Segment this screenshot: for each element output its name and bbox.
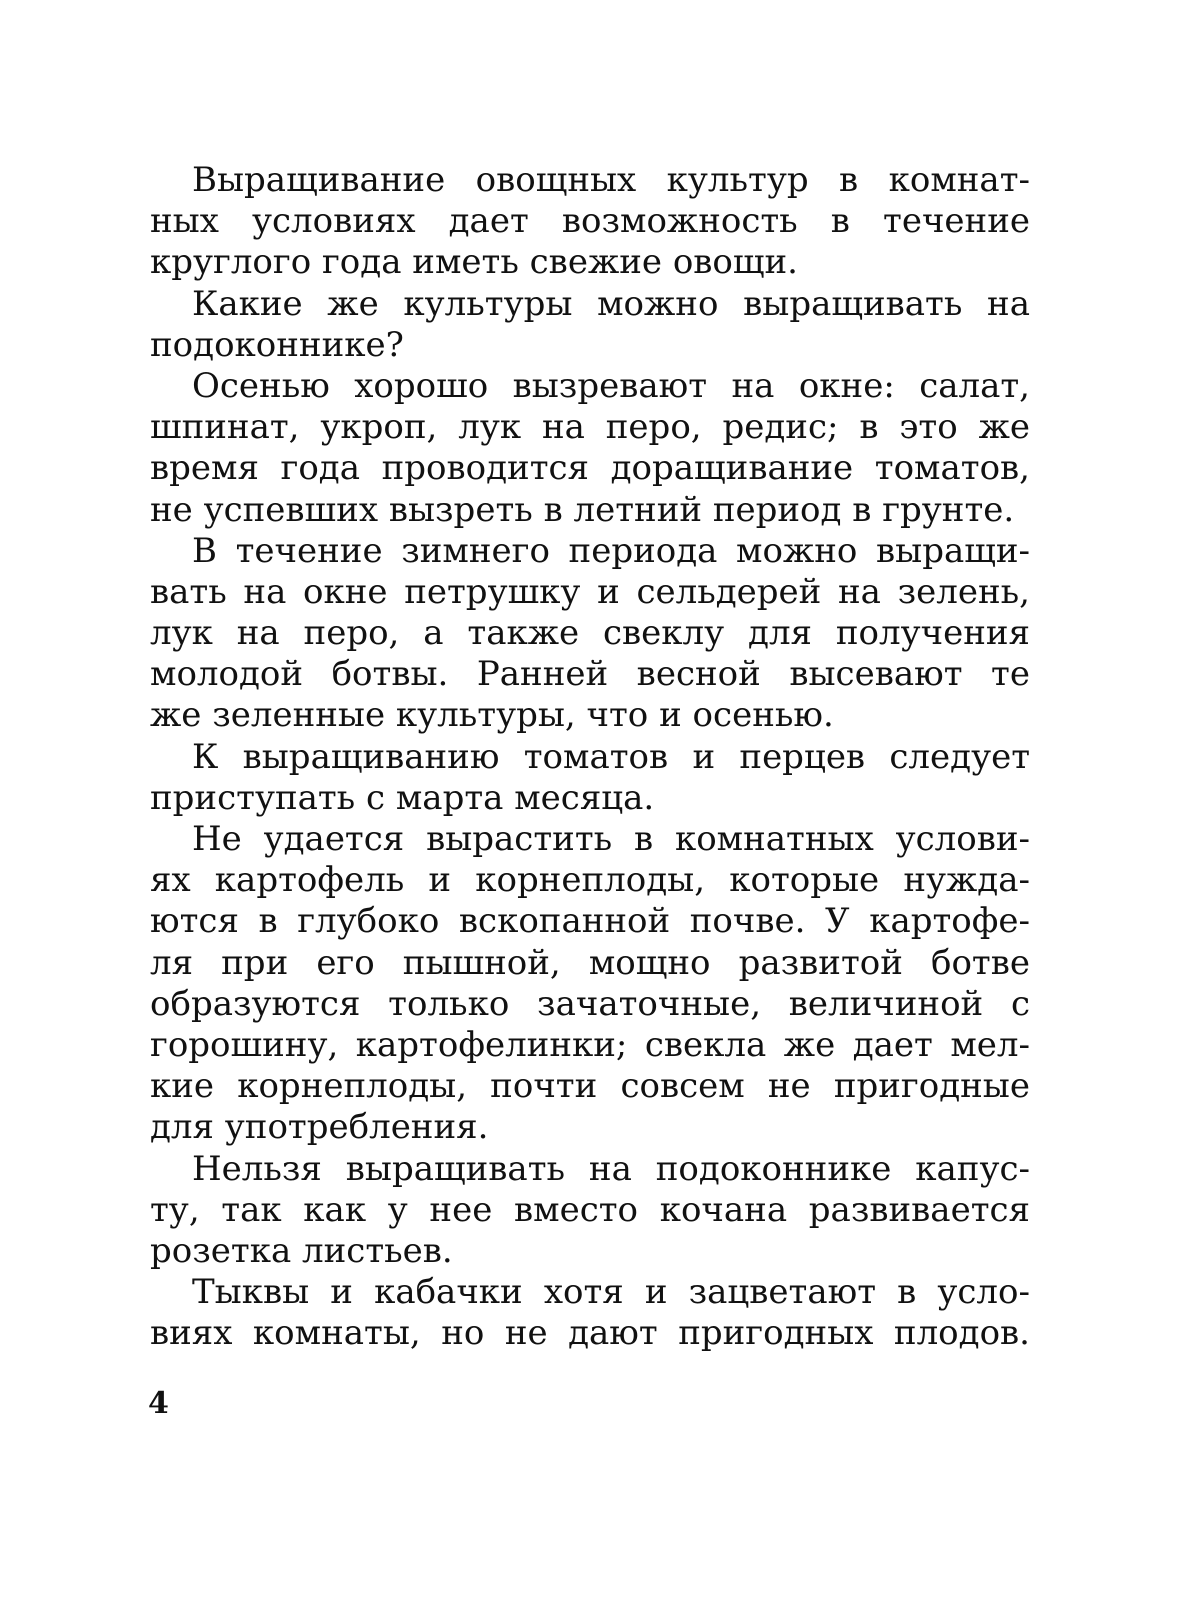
- text-line: молодой ботвы. Ранней весной высевают те: [150, 654, 1030, 695]
- paragraph: [150, 737, 1030, 819]
- text-line: К выращиванию томатов и перцев следует: [192, 736, 1030, 777]
- text-line: горошину, картофелинки; свекла же дает мел-: [150, 1024, 1030, 1065]
- body-text: [150, 160, 1030, 1354]
- text-line: Какие же культуры можно выращивать на: [192, 283, 1030, 324]
- text-line: не успевших вызреть в летний период в грунте.: [150, 489, 1015, 530]
- text-line: шпинат, укроп, лук на перо, редис; в это же: [150, 407, 1030, 448]
- text-line: вать на окне петрушку и сельдерей на зелень,: [150, 571, 1030, 612]
- text-line: Нельзя выращивать на подоконнике капус-: [192, 1148, 1030, 1189]
- text-line: время года проводится доращивание томатов,: [150, 448, 1030, 489]
- text-line: образуются только зачаточные, величиной с: [150, 983, 1030, 1024]
- text-line: лук на перо, а также свеклу для получения: [150, 613, 1030, 654]
- text-line: виях комнаты, но не дают пригодных плодов.: [150, 1313, 1030, 1354]
- text-line: Выращивание овощных культур в комнат-: [192, 160, 1030, 200]
- text-line: же зеленные культуры, что и осенью.: [150, 695, 834, 736]
- paragraph: [150, 160, 1030, 284]
- text-line: Тыквы и кабачки хотя и зацветают в усло-: [192, 1272, 1030, 1313]
- text-line: ях картофель и корнеплоды, которые нужда-: [150, 860, 1030, 901]
- paragraph: [150, 1272, 1030, 1354]
- text-line: для употребления.: [150, 1107, 489, 1148]
- text-line: круглого года иметь свежие овощи.: [150, 242, 798, 283]
- paragraph: [150, 366, 1030, 531]
- text-line: ных условиях дает возможность в течение: [150, 201, 1030, 242]
- text-line: Осенью хорошо вызревают на окне: салат,: [192, 365, 1030, 406]
- paragraph: [150, 284, 1030, 366]
- page-number: 4: [148, 1386, 169, 1421]
- paragraph: [150, 819, 1030, 1149]
- text-line: ля при его пышной, мощно развитой ботве: [150, 942, 1030, 983]
- text-line: ются в глубоко вскопанной почве. У картофе-: [150, 901, 1030, 942]
- text-line: Не удается вырастить в комнатных услови-: [192, 819, 1030, 859]
- paragraph: [150, 531, 1030, 737]
- text-line: приступать с марта месяца.: [150, 777, 655, 818]
- text-line: подоконнике?: [150, 324, 404, 365]
- text-line: ту, так как у нее вместо кочана развивается: [150, 1189, 1030, 1230]
- text-line: кие корнеплоды, почти совсем не пригодные: [150, 1066, 1030, 1107]
- text-line: розетка листьев.: [150, 1230, 453, 1271]
- text-line: В течение зимнего периода можно выращи-: [192, 530, 1030, 571]
- paragraph: [150, 1149, 1030, 1273]
